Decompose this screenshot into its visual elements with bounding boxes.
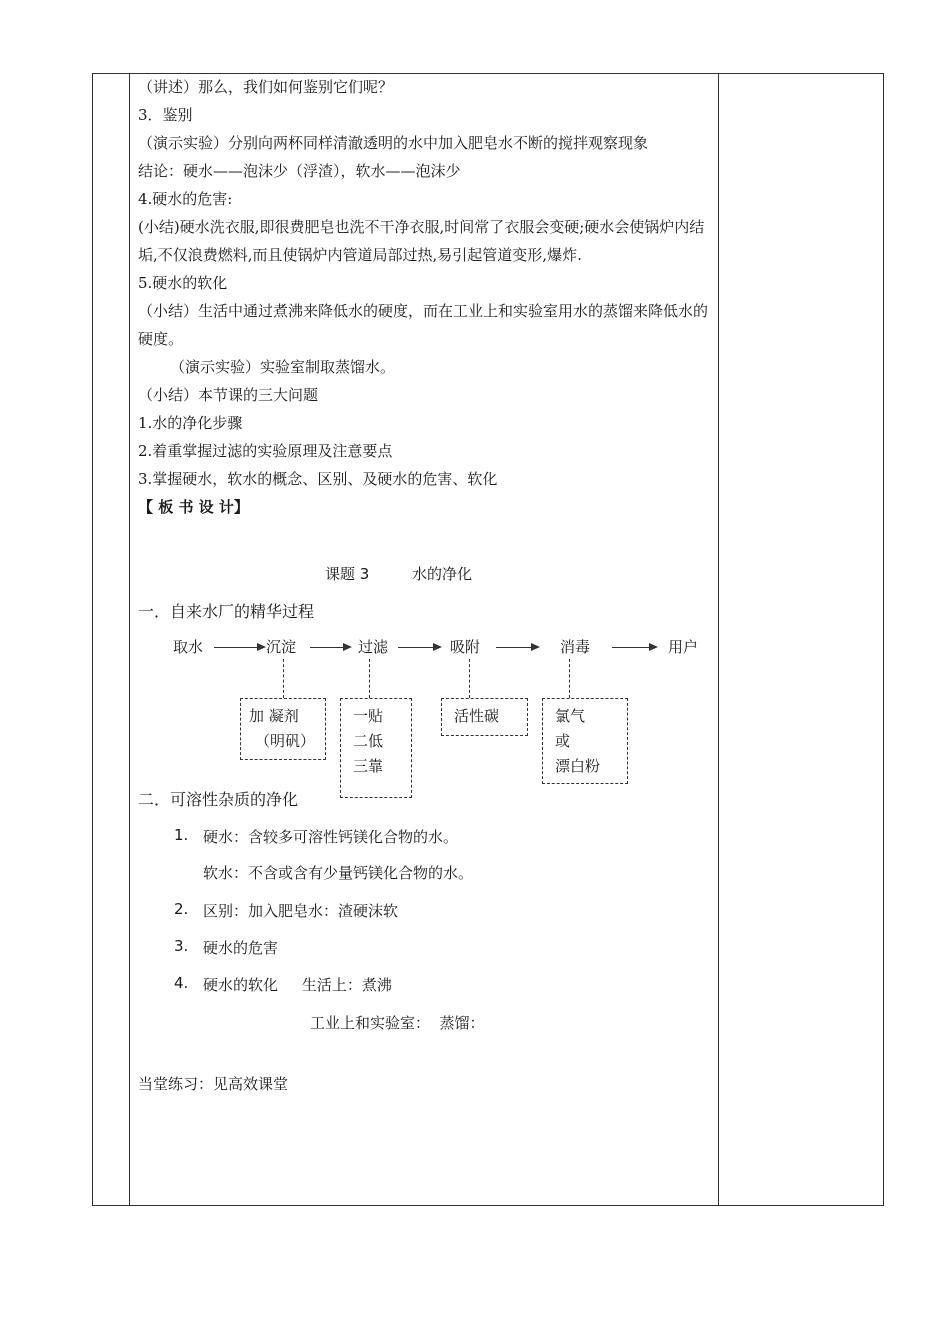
item-text: 硬水：含较多可溶性钙镁化合物的水。 xyxy=(203,828,459,846)
column-divider-right xyxy=(718,74,719,1205)
item-text: 软水：不含或含有少量钙镁化合物的水。 xyxy=(203,864,474,882)
item-number: 1. xyxy=(174,826,189,844)
text-line: 3．鉴别 xyxy=(138,106,193,124)
dashed-connector xyxy=(469,659,470,698)
text-line: 5.硬水的软化 xyxy=(138,274,228,292)
box-disinfectant xyxy=(542,698,628,784)
dashed-connector xyxy=(369,659,370,698)
step-disinfect: 消毒 xyxy=(560,638,591,656)
section-heading: 一．自来水厂的精华过程 xyxy=(138,602,315,621)
text-line: （演示实验）分别向两杯同样清澈透明的水中加入肥皂水不断的搅拌观察现象 xyxy=(138,134,649,152)
box-line: 加 凝剂 xyxy=(249,707,299,725)
text-line: 1.水的净化步骤 xyxy=(138,414,243,432)
step-filter: 过滤 xyxy=(358,638,389,656)
item-text: 硬水的危害 xyxy=(203,939,279,957)
text-paragraph: (小结)硬水洗衣服,即很费肥皂也洗不干净衣服,时间常了衣服会变硬;硬水会使锅炉内结垢,不仅浪费燃料,而且使锅炉内管道局部过热,易引起管道变形,爆炸. xyxy=(138,218,705,264)
box-line: 二低 xyxy=(353,732,384,750)
text-line: 4.硬水的危害: xyxy=(138,190,233,208)
text-line: （小结）本节课的三大问题 xyxy=(138,386,319,404)
box-line: 一贴 xyxy=(353,707,384,725)
board-title-number: 课题 3 xyxy=(325,565,370,583)
arrow-icon xyxy=(612,647,656,648)
board-title: 水的净化 xyxy=(412,565,473,583)
practice-note: 当堂练习：见高效课堂 xyxy=(138,1075,289,1093)
arrow-icon xyxy=(214,647,264,648)
step-adsorb: 吸附 xyxy=(450,638,481,656)
text-line: （演示实验）实验室制取蒸馏水。 xyxy=(170,358,396,376)
text-line: 结论：硬水——泡沫少（浮渣），软水——泡沫少 xyxy=(138,162,461,180)
arrow-icon xyxy=(496,647,538,648)
dashed-connector xyxy=(283,659,284,698)
box-activated-carbon xyxy=(441,698,528,736)
box-line: 活性碳 xyxy=(454,707,500,725)
arrow-icon xyxy=(398,647,440,648)
box-line: （明矾） xyxy=(255,732,316,750)
step-settle: 沉淀 xyxy=(266,638,297,656)
section-heading: 二．可溶性杂质的净化 xyxy=(138,790,299,809)
step-user: 用户 xyxy=(668,638,699,656)
text-line: 3.掌握硬水，软水的概念、区别、及硬水的危害、软化 xyxy=(138,470,498,488)
text-paragraph: （小结）生活中通过煮沸来降低水的硬度，而在工业上和实验室用水的蒸馏来降低水的硬度。 xyxy=(138,302,709,348)
box-line: 氯气 xyxy=(555,707,586,725)
lesson-content xyxy=(138,73,713,521)
box-filter-rules xyxy=(340,698,412,798)
item-number: 4. xyxy=(174,974,189,992)
item-text: 区别：加入肥皂水：渣硬沫软 xyxy=(203,902,399,920)
dashed-connector xyxy=(569,659,570,698)
box-line: 或 xyxy=(555,732,571,750)
box-coagulant xyxy=(240,698,326,760)
text-line: （讲述）那么，我们如何鉴别它们呢？ xyxy=(138,78,394,96)
step-intake: 取水 xyxy=(173,638,204,656)
item-number: 3. xyxy=(174,937,189,955)
item-text: 工业上和实验室： 蒸馏： xyxy=(310,1014,485,1032)
box-line: 漂白粉 xyxy=(555,757,601,775)
item-number: 2. xyxy=(174,900,189,918)
item-text: 硬水的软化 生活上：煮沸 xyxy=(203,976,392,994)
text-line: 2.着重掌握过滤的实验原理及注意要点 xyxy=(138,442,393,460)
arrow-icon xyxy=(310,647,350,648)
box-line: 三靠 xyxy=(353,757,384,775)
column-divider-left xyxy=(129,74,130,1205)
board-design-heading: 【 板 书 设 计】 xyxy=(138,498,249,516)
